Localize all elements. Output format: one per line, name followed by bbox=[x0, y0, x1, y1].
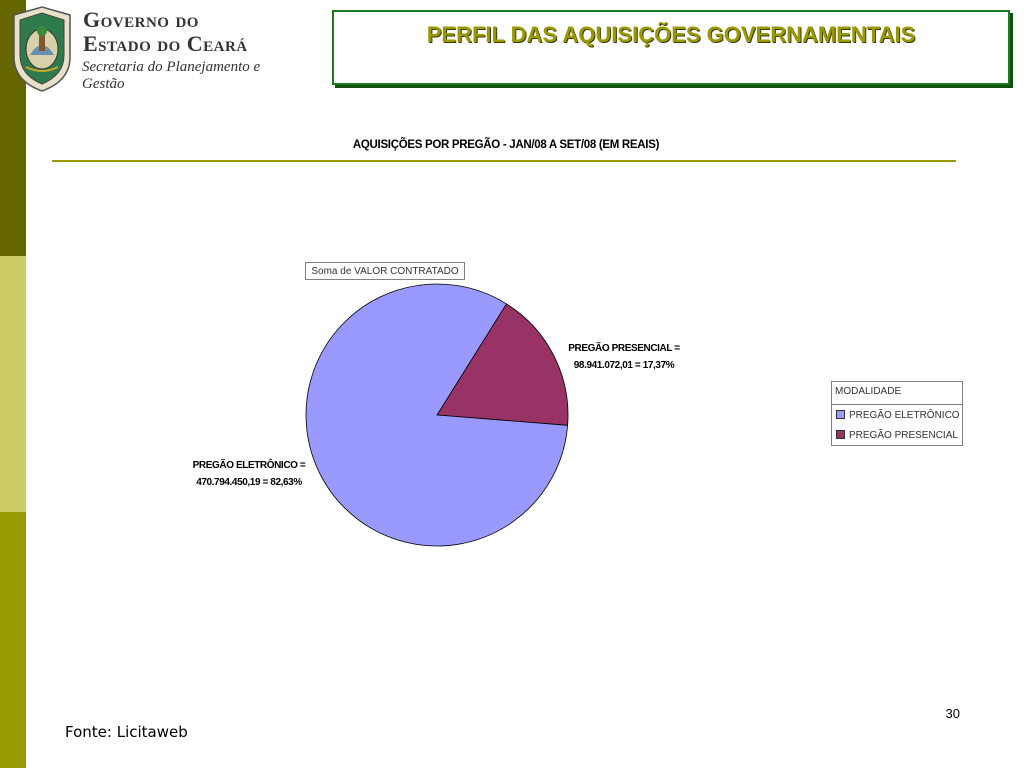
legend-swatch-eletronico bbox=[836, 410, 845, 419]
data-label-presencial-line-1: PREGÃO PRESENCIAL = bbox=[568, 343, 680, 354]
source-note: Fonte: Licitaweb bbox=[65, 723, 188, 741]
legend-label-eletronico: PREGÃO ELETRÔNICO bbox=[849, 410, 960, 421]
secretaria-line-2: Gestão bbox=[82, 76, 125, 92]
data-label-eletronico-line-1: PREGÃO ELETRÔNICO = bbox=[192, 460, 306, 471]
page-number: 30 bbox=[945, 706, 960, 721]
data-label-eletronico bbox=[170, 457, 328, 491]
legend-item-eletronico bbox=[836, 410, 960, 421]
measure-label: Soma de VALOR CONTRATADO bbox=[305, 262, 465, 280]
legend-divider bbox=[832, 404, 962, 405]
legend-title: MODALIDADE bbox=[835, 386, 902, 397]
chart-legend bbox=[831, 381, 963, 446]
slide-title: PERFIL DAS AQUISIÇÕES GOVERNAMENTAIS bbox=[426, 22, 916, 47]
legend-label-presencial: PREGÃO PRESENCIAL bbox=[849, 430, 958, 441]
data-label-eletronico-line-2: 470.794.450,19 = 82,63% bbox=[196, 477, 302, 488]
pie-slices bbox=[306, 284, 568, 546]
data-label-presencial bbox=[548, 340, 700, 374]
logo-line-governo: Governo do bbox=[83, 7, 199, 32]
secretaria-line-1: Secretaria do Planejamento e bbox=[82, 59, 261, 75]
legend-item-presencial bbox=[836, 430, 958, 441]
logo-line-estado: Estado do Ceará bbox=[83, 31, 248, 56]
data-label-presencial-line-2: 98.941.072,01 = 17,37% bbox=[573, 360, 675, 371]
legend-swatch-presencial bbox=[836, 430, 845, 439]
chart-title: AQUISIÇÕES POR PREGÃO - JAN/08 A SET/08 (EM REAIS) bbox=[352, 139, 660, 151]
